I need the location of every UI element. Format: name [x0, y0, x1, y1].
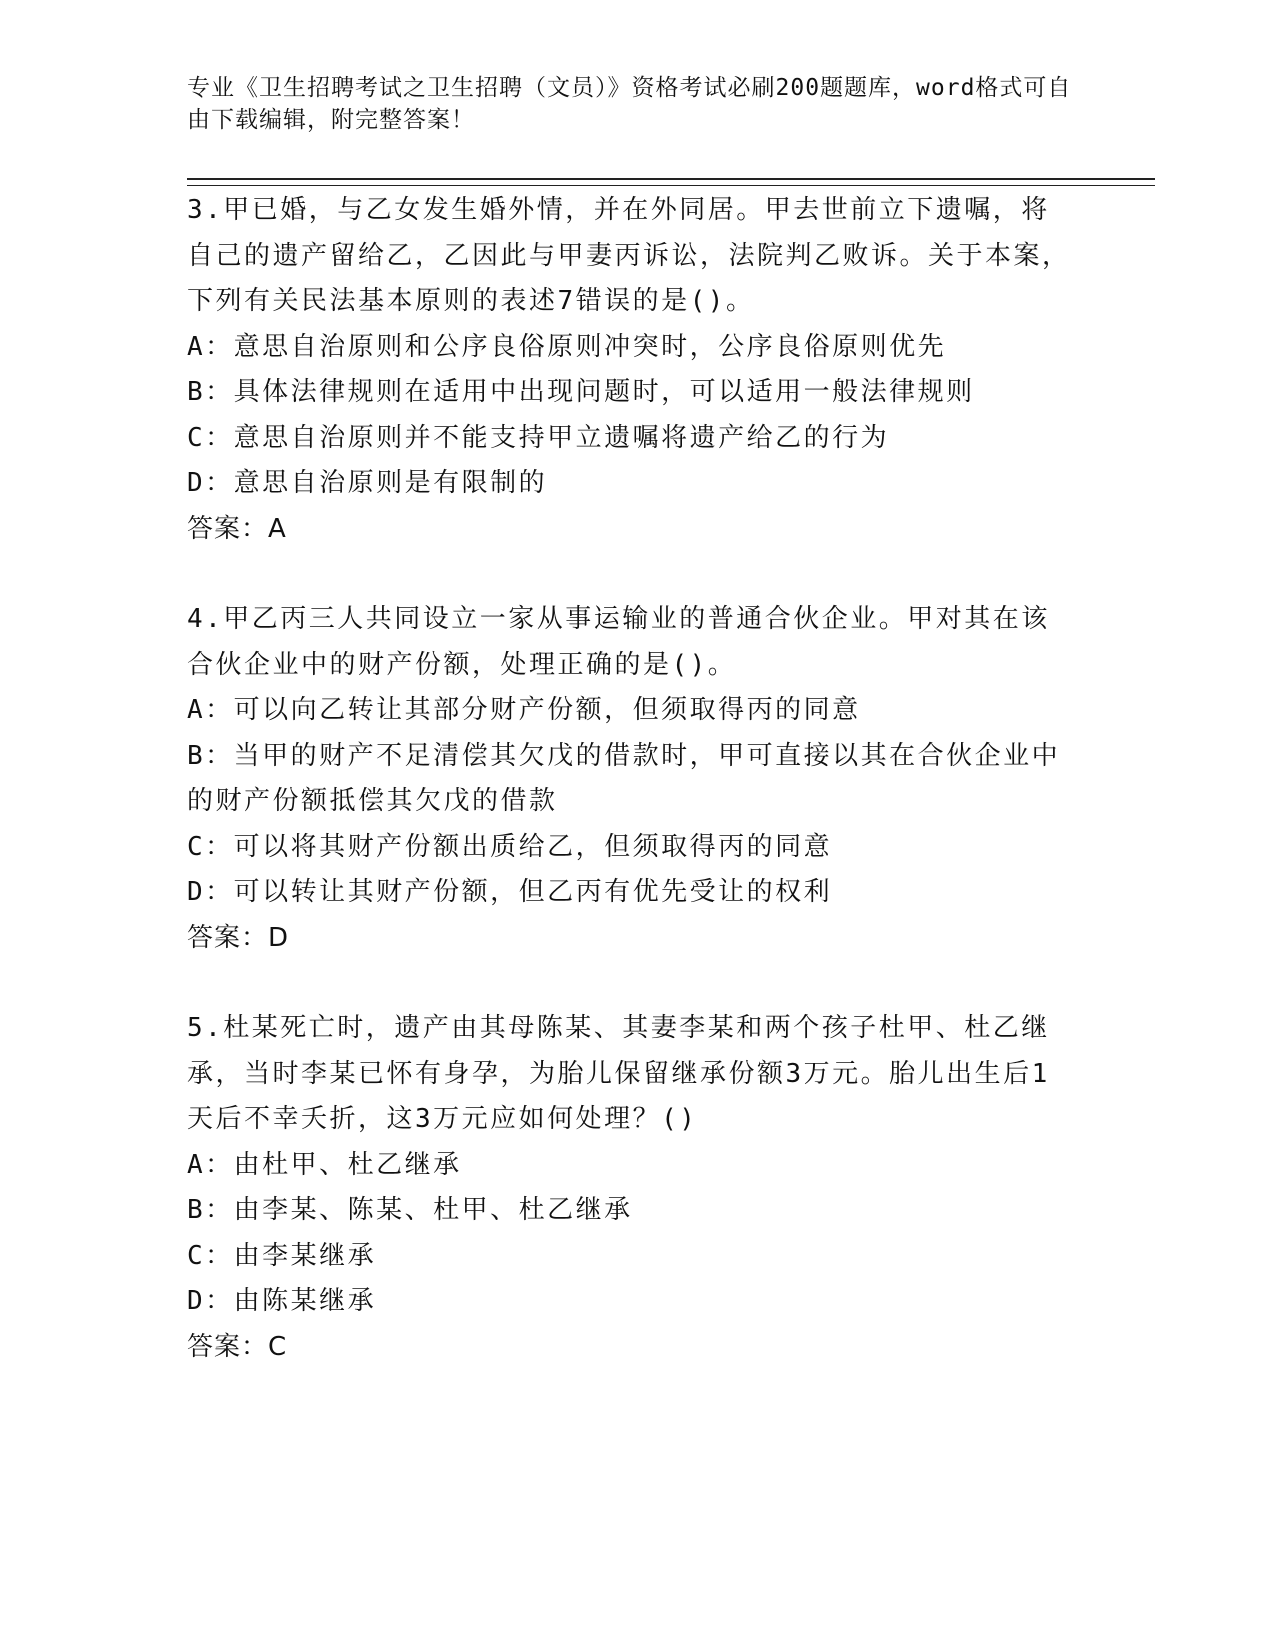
option-b: B：具体法律规则在适用中出现问题时，可以适用一般法律规则 [187, 377, 975, 407]
document-header: 专业《卫生招聘考试之卫生招聘（文员）》资格考试必刷200题题库，word格式可自由下载编辑，附完整答案！ [187, 75, 1072, 133]
header-divider [187, 178, 1155, 186]
option-a: A：由杜甲、杜乙继承 [187, 1149, 462, 1180]
option-c: C：由李某继承 [187, 1240, 377, 1271]
option-d: D：意思自治原则是有限制的 [187, 468, 548, 498]
answer: 答案：C [187, 1331, 288, 1362]
question-5 [187, 1006, 1077, 1370]
option-b: B：由李某、陈某、杜甲、杜乙继承 [187, 1195, 633, 1225]
question-3 [187, 188, 1077, 552]
option-c: C：意思自治原则并不能支持甲立遗嘱将遗产给乙的行为 [187, 422, 890, 453]
question-stem: 4.甲乙丙三人共同设立一家从事运输业的普通合伙企业。甲对其在该合伙企业中的财产份额，处理正确的是()。 [187, 604, 1050, 680]
answer: 答案：D [187, 922, 290, 953]
question-stem: 3.甲已婚，与乙女发生婚外情，并在外同居。甲去世前立下遗嘱，将自己的遗产留给乙，乙因此与甲妻丙诉讼，法院判乙败诉。关于本案，下列有关民法基本原则的表述7错误的是()。 [187, 195, 1071, 316]
question-4 [187, 597, 1077, 961]
option-d: D：可以转让其财产份额，但乙丙有优先受让的权利 [187, 877, 833, 907]
question-stem: 5.杜某死亡时，遗产由其母陈某、其妻李某和两个孩子杜甲、杜乙继承，当时李某已怀有身孕，为胎儿保留继承份额3万元。胎儿出生后1天后不幸夭折，这3万元应如何处理？() [187, 1013, 1050, 1134]
option-b: B：当甲的财产不足清偿其欠戊的借款时，甲可直接以其在合伙企业中的财产份额抵偿其欠戊的借款 [187, 740, 1061, 816]
option-d: D：由陈某继承 [187, 1286, 377, 1316]
option-a: A：可以向乙转让其部分财产份额，但须取得丙的同意 [187, 695, 861, 725]
option-a: A：意思自治原则和公序良俗原则冲突时，公序良俗原则优先 [187, 331, 947, 362]
option-c: C：可以将其财产份额出质给乙，但须取得丙的同意 [187, 831, 833, 862]
answer: 答案：A [187, 513, 287, 544]
question-list [187, 188, 1077, 1415]
